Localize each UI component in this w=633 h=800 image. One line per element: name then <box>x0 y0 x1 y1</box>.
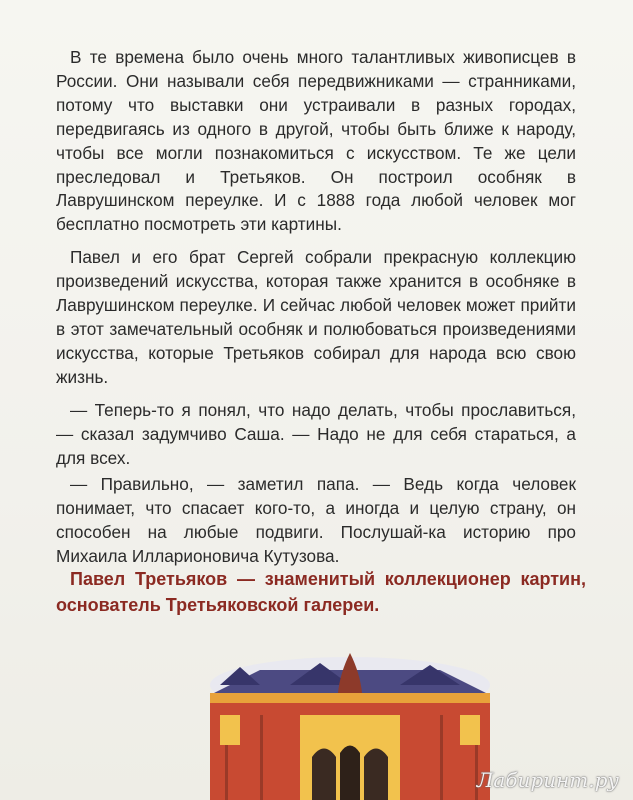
tretyakov-gallery-building-icon <box>200 645 500 800</box>
paragraph-2: Павел и его брат Сергей собрали прекрасную коллекцию произведений искусства, которая также хранится в особняке в Лаврушинском переулке. И сейчас любой человек может прийти в этот замечательный особняк и полюбоваться произведениями искусства, которые Третьяков собирал для народа всю свою жизнь. <box>56 247 576 387</box>
story-text <box>56 46 576 578</box>
dialog-sasha: — Теперь-то я понял, что надо делать, чтобы прославиться, — сказал задумчиво Саша. — Надо не для себя стараться, а для всех. <box>56 399 576 468</box>
labirint-logo: Лабиринт.ру <box>476 768 619 792</box>
paragraph-1: В те времена было очень много талантливых живописцев в России. Они называли себя передвижниками — странниками, потому что выставки они устраивали в разных городах, передвигаясь из одного в другой, чтобы быть ближе к народу, чтобы все могли познакомиться с искусством. Те же цели преследовал и Третьяков. Он построил особняк в Лаврушинском переулке. И с 1888 года любой человек мог бесплатно посмотреть эти картины. <box>56 47 576 235</box>
caption: Павел Третьяков — знаменитый коллекционер картин, основатель Третьяковской галереи. <box>56 569 586 615</box>
dialog-papa: — Правильно, — заметил папа. — Ведь когда человек понимает, что спасает кого-то, а иногда и целую страну, он способен на любые подвиги. Послушай-ка историю про Михаила Илларионовича Кутузова. <box>56 474 576 567</box>
